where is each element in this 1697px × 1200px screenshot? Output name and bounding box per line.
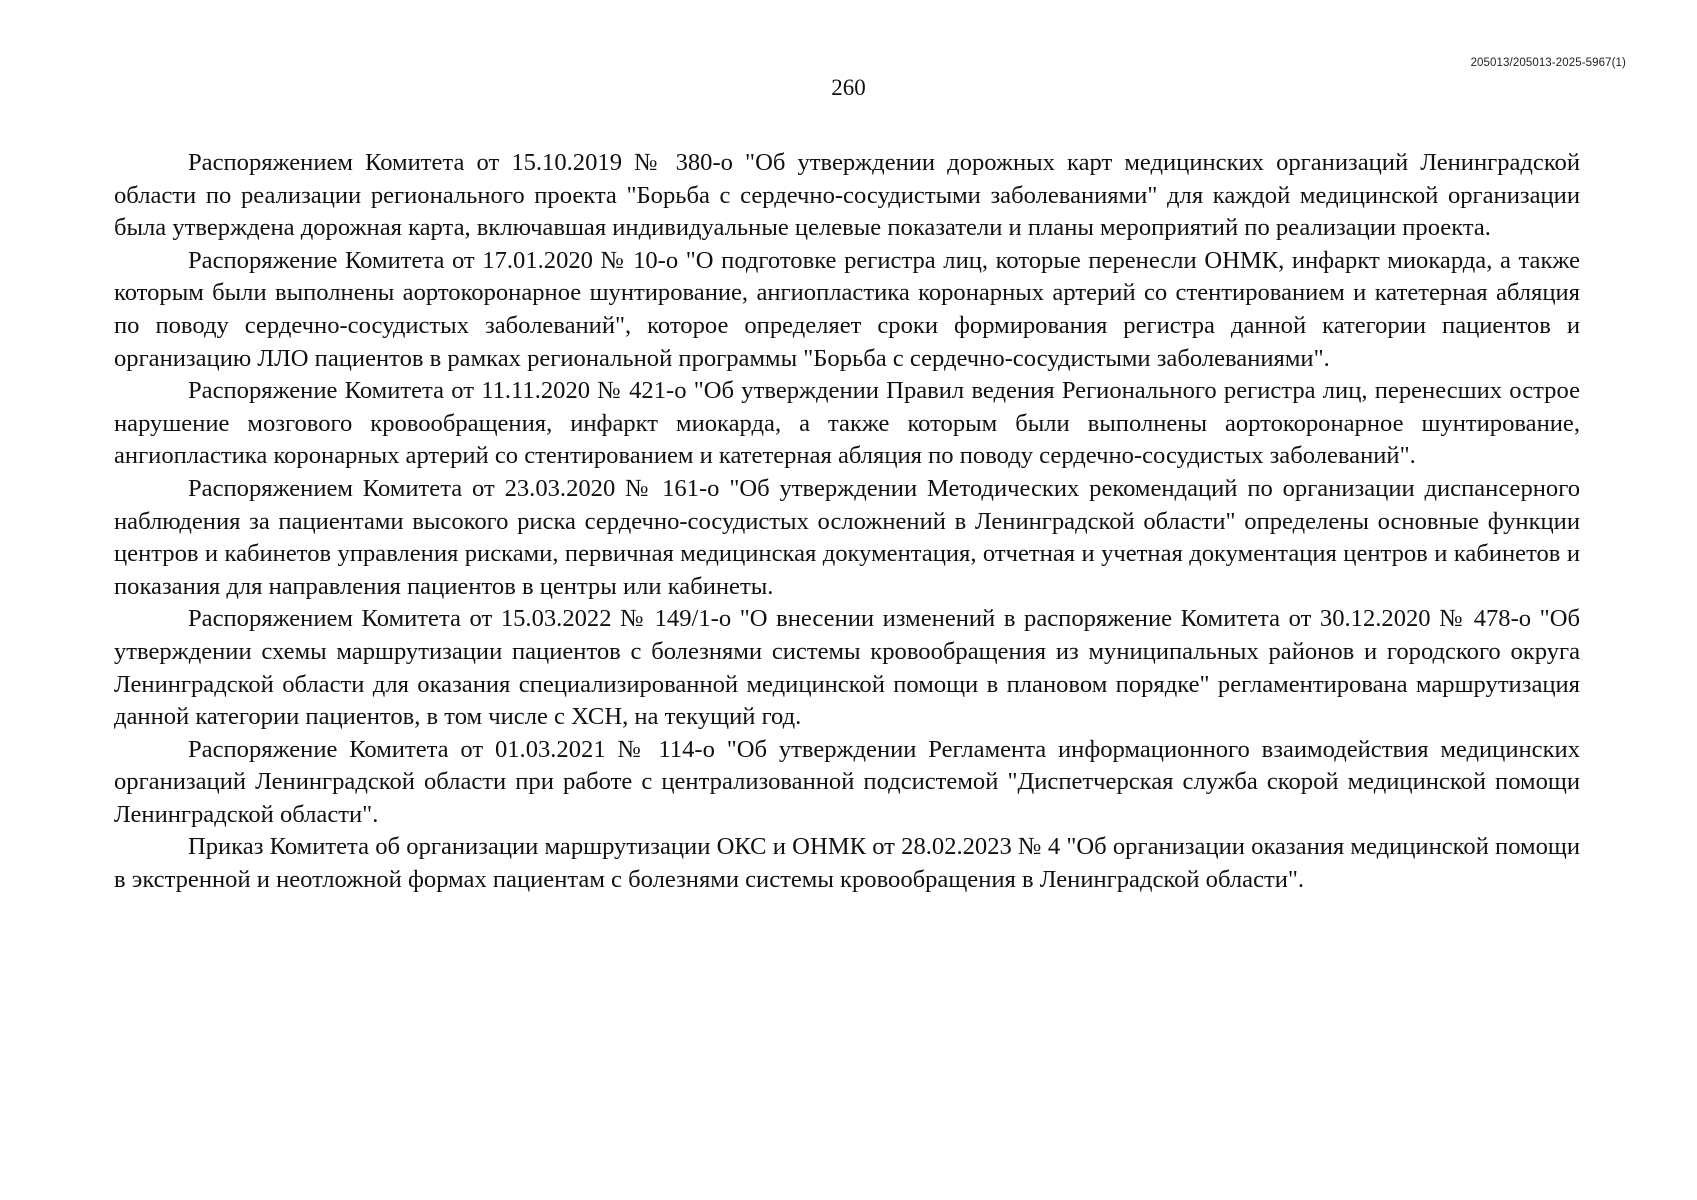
paragraph-order-114: Распоряжение Комитета от 01.03.2021 № 114-о "Об утверждении Регламента информационного взаимодействия медицинских организаций Ленинградской области при работе с централизованной подсистемой "Диспетчерская служба скорой медицинской помощи Ленинградской области". (114, 735, 1580, 828)
page-number: 260 (831, 75, 866, 100)
paragraph-order-161: Распоряжением Комитета от 23.03.2020 № 161-о "Об утверждении Методических рекомендаций по организации диспансерного наблюдения за пациентами высокого риска сердечно-сосудистых осложнений в Ленинградской области" определены основные функции центров и кабинетов управления рисками, первичная медицинская документация, отчетная и учетная документация центров и кабинетов и показания для направления пациентов в центры или кабинеты. (114, 474, 1580, 600)
paragraph-order-421: Распоряжение Комитета от 11.11.2020 № 421-о "Об утверждении Правил ведения Регионального регистра лиц, перенесших острое нарушение мозгового кровообращения, инфаркт миокарда, а также которым были выполнены аортокоронарное шунтирование, ангиопластика коронарных артерий со стентированием и катетерная абляция по поводу сердечно-сосудистых заболеваний". (114, 377, 1580, 470)
document-id: 205013/205013-2025-5967(1) (1470, 57, 1626, 69)
paragraph-order-10: Распоряжение Комитета от 17.01.2020 № 10-о "О подготовке регистра лиц, которые перенесли ОНМК, инфаркт миокарда, а также которым были выполнены аортокоронарное шунтирование, ангиопластика коронарных артерий со стентированием и катетерная абляция по поводу сердечно-сосудистых заболеваний", которое определяет сроки формирования регистра данной категории пациентов и организацию ЛЛО пациентов в рамках региональной программы "Борьба с сердечно-сосудистыми заболеваниями". (114, 246, 1580, 372)
document-body (114, 147, 1580, 897)
paragraph-order-380: Распоряжением Комитета от 15.10.2019 № 380-о "Об утверждении дорожных карт медицинских организаций Ленинградской области по реализации регионального проекта "Борьба с сердечно-сосудистыми заболеваниями" для каждой медицинской организации была утверждена дорожная карта, включавшая индивидуальные целевые показатели и планы мероприятий по реализации проекта. (114, 149, 1580, 242)
paragraph-order-149: Распоряжением Комитета от 15.03.2022 № 149/1-о "О внесении изменений в распоряжение Комитета от 30.12.2020 № 478-о "Об утверждении схемы маршрутизации пациентов с болезнями системы кровообращения из муниципальных районов и городского округа Ленинградской области для оказания специализированной медицинской помощи в плановом порядке" регламентирована маршрутизация данной категории пациентов, в том числе с ХСН, на текущий год. (114, 605, 1580, 731)
paragraph-order-4: Приказ Комитета об организации маршрутизации ОКС и ОНМК от 28.02.2023 № 4 "Об организации оказания медицинской помощи в экстренной и неотложной формах пациентам с болезнями системы кровообращения в Ленинградской области". (114, 833, 1580, 894)
